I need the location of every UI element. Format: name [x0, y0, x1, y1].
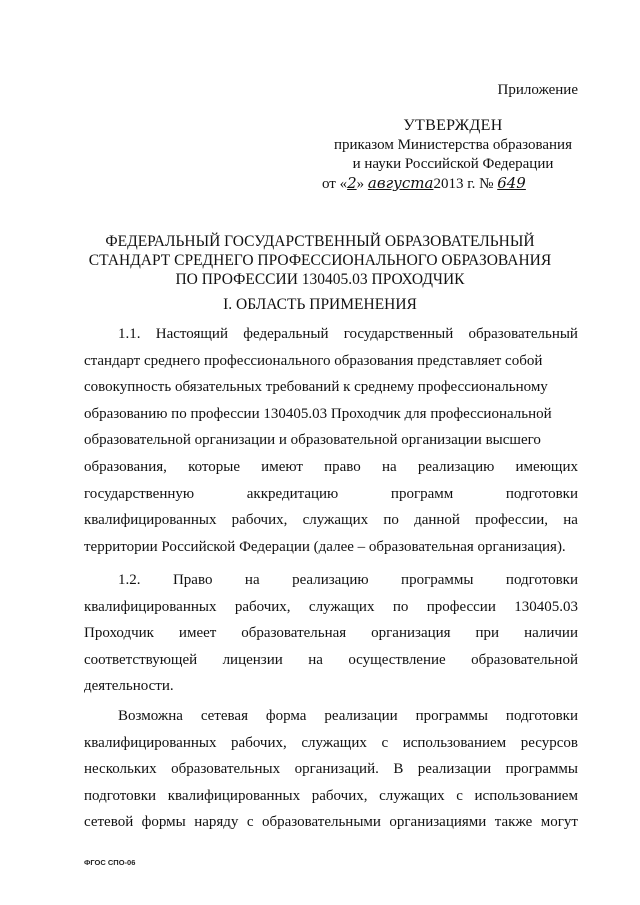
word: на	[563, 512, 578, 529]
word: на	[308, 651, 323, 668]
word: имеет	[178, 625, 217, 642]
section-heading: I. ОБЛАСТЬ ПРИМЕНЕНИЯ	[223, 296, 417, 313]
word: рабочих,	[231, 734, 287, 751]
word: нескольких	[84, 761, 157, 778]
word: при	[475, 625, 500, 642]
word: рабочих,	[231, 512, 288, 529]
text-line	[84, 507, 578, 534]
text-line	[84, 730, 578, 757]
text-line	[84, 534, 578, 561]
word: организаций.	[294, 761, 379, 778]
word: Возможна	[118, 708, 183, 724]
word: использованием	[474, 787, 578, 804]
word: квалифицированных	[84, 734, 217, 751]
word: ресурсов	[520, 734, 578, 751]
word: подготовки	[505, 708, 578, 724]
word: стандарт среднего профессионального образования представляет собой	[84, 352, 543, 369]
paragraph-1-1	[84, 321, 578, 560]
word: подготовки	[505, 485, 578, 502]
word: реализации	[324, 708, 398, 724]
word: реализацию	[417, 458, 495, 475]
word: квалифицированных	[84, 598, 217, 615]
order-sep: »	[356, 176, 365, 192]
text-line	[84, 594, 578, 621]
word: осуществление	[348, 651, 446, 668]
approval-block	[318, 116, 588, 194]
word: которые	[188, 458, 240, 475]
word: деятельности.	[84, 678, 174, 695]
word: программы	[415, 708, 488, 724]
order-date-line	[318, 174, 588, 194]
word: организация	[371, 625, 451, 642]
order-month: августа	[367, 174, 434, 192]
word: Настоящий	[155, 326, 228, 342]
text-line	[84, 809, 578, 836]
word: право	[324, 458, 361, 475]
word: форма	[265, 708, 307, 724]
appendix-label: Приложение	[497, 82, 578, 98]
word: подготовки	[84, 787, 157, 804]
text-line	[84, 756, 578, 783]
word: сетевая	[200, 708, 248, 724]
word: Право	[172, 572, 213, 588]
word: 130405.03	[514, 598, 578, 615]
word: по	[392, 598, 409, 615]
order-line-1: приказом Министерства образования	[334, 137, 572, 153]
word: служащих	[301, 734, 367, 751]
text-line	[84, 454, 578, 481]
word: формы	[141, 814, 186, 831]
word: служащих	[308, 598, 375, 615]
word: с	[456, 787, 463, 804]
word: образовательными	[261, 814, 381, 831]
word: лицензии	[222, 651, 283, 668]
word: рабочих,	[311, 787, 368, 804]
word: организациями	[389, 814, 487, 831]
word: по	[383, 512, 399, 529]
word: В	[393, 761, 404, 778]
word: образования,	[84, 458, 167, 475]
text-line	[84, 321, 578, 348]
word: 1.2.	[118, 572, 141, 588]
word: могут	[540, 814, 578, 831]
word: с	[381, 734, 389, 751]
word: образованию по профессии 130405.03 Проходчик для профессиональной	[84, 405, 552, 422]
order-number: 649	[497, 174, 526, 192]
word: подготовки	[505, 572, 578, 588]
text-line	[84, 374, 578, 401]
text-line	[84, 348, 578, 375]
title-line-3: ПО ПРОФЕССИИ 130405.03 ПРОХОДЧИК	[175, 271, 465, 288]
word: квалифицированных	[167, 787, 301, 804]
text-line	[84, 647, 578, 674]
word: 1.1.	[118, 326, 141, 342]
order-year: 2013 г. №	[433, 176, 494, 192]
word: образовательной организации и образовательной организации высшего	[84, 432, 541, 449]
approved-heading: УТВЕРЖДЕН	[403, 117, 503, 134]
word: программ	[390, 485, 454, 502]
text-line	[84, 673, 578, 700]
word: наряду	[194, 814, 239, 831]
word: профессии,	[475, 512, 549, 529]
text-line	[84, 481, 578, 508]
word: имеют	[261, 458, 303, 475]
word: сетевой	[84, 814, 134, 831]
title-line-1: ФЕДЕРАЛЬНЫЙ ГОСУДАРСТВЕННЫЙ ОБРАЗОВАТЕЛЬНЫЙ	[105, 233, 535, 250]
text-line	[84, 567, 578, 594]
word: имеющих	[515, 458, 578, 475]
text-line	[84, 427, 578, 454]
order-line-2: и науки Российской Федерации	[352, 156, 554, 172]
word: на	[381, 458, 397, 475]
word: служащих	[302, 512, 369, 529]
word: образовательная	[241, 625, 347, 642]
word: служащих	[379, 787, 445, 804]
word: федеральный	[243, 326, 329, 342]
word: профессии	[426, 598, 496, 615]
word: данной	[414, 512, 460, 529]
word: образовательный	[468, 326, 578, 342]
word: программы	[505, 761, 578, 778]
text-line	[84, 401, 578, 428]
word: наличии	[524, 625, 578, 642]
word: с	[246, 814, 254, 831]
word: квалифицированных	[84, 512, 217, 529]
order-day: 2	[347, 174, 357, 192]
word: реализации	[417, 761, 492, 778]
document-title	[60, 232, 580, 289]
word: реализацию	[292, 572, 369, 588]
word: использованием	[402, 734, 507, 751]
word: Проходчик	[84, 625, 154, 642]
word: государственную	[84, 485, 195, 502]
text-line	[84, 620, 578, 647]
word: соответствующей	[84, 651, 198, 668]
text-line	[84, 783, 578, 810]
word: совокупность обязательных требований к среднему профессиональному	[84, 379, 548, 396]
word: государственный	[343, 326, 454, 342]
paragraph-1-2	[84, 567, 578, 700]
word: аккредитацию	[246, 485, 339, 502]
paragraph-network-form	[84, 703, 578, 836]
word: территории Российской Федерации (далее – образовательная организация).	[84, 538, 566, 555]
word: образовательных	[171, 761, 281, 778]
title-line-2: СТАНДАРТ СРЕДНЕГО ПРОФЕССИОНАЛЬНОГО ОБРАЗОВАНИЯ	[88, 252, 552, 269]
footer-code: ФГОС СПО-06	[84, 858, 136, 867]
word: также	[494, 814, 533, 831]
word: рабочих,	[234, 598, 291, 615]
word: образовательной	[471, 651, 578, 668]
word: на	[244, 572, 260, 588]
word: программы	[401, 572, 474, 588]
text-line	[84, 703, 578, 730]
order-from: от «	[322, 176, 348, 192]
